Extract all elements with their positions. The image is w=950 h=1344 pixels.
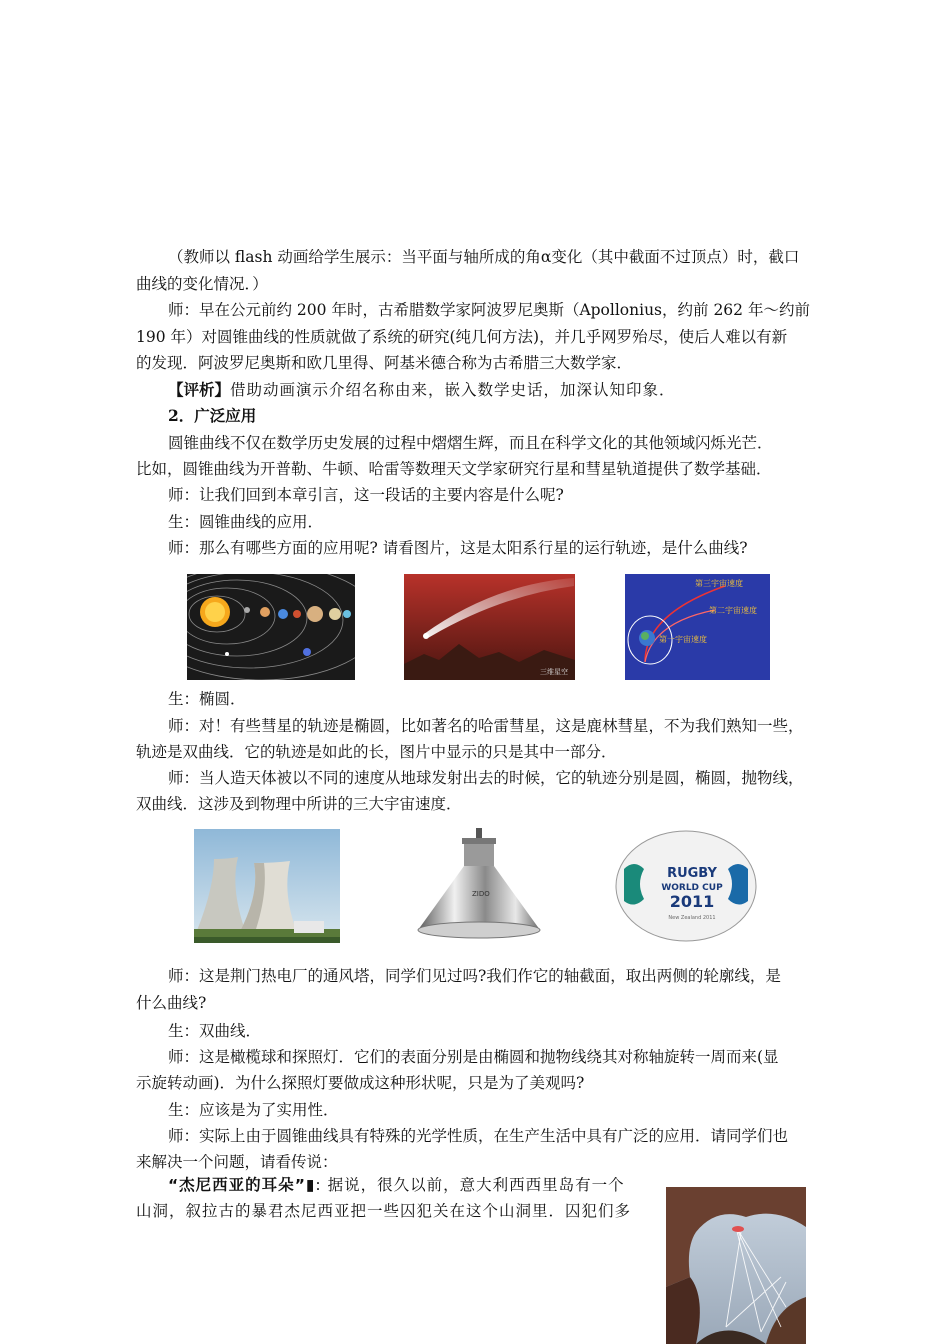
solar-system-image [187,574,355,680]
paragraph-line: 师：实际上由于圆锥曲线具有特殊的光学性质，在生产生活中具有广泛的应用．请同学们也 [168,1127,789,1145]
searchlight-image [414,826,544,944]
paragraph-line: 双曲线．这涉及到物理中所讲的三大宇宙速度． [136,795,462,813]
paragraph-line: 圆锥曲线不仅在数学历史发展的过程中熠熠生辉，而且在科学文化的其他领域闪烁光芒． [168,434,773,452]
paragraph-line: 师：对！有些彗星的轨迹是椭圆，比如著名的哈雷彗星，这是鹿林彗星，不为我们熟知一些， [168,717,804,735]
legend-text: 据说，很久以前，意大利西西里岛有一个 [321,1176,625,1194]
rugby-title: RUGBY [667,866,717,881]
legend-title: “杰尼西亚的耳朵” [168,1176,306,1194]
paragraph-line: 来解决一个问题，请看传说： [136,1153,338,1171]
comet-watermark: 三维星空 [540,668,568,676]
paragraph-line: 示旋转动画)．为什么探照灯要做成这种形状呢，只是为了美观吗? [136,1074,585,1092]
paragraph-line: 师：这是橄榄球和探照灯．它们的表面分别是由椭圆和抛物线绕其对称轴旋转一周而来(显 [168,1048,779,1066]
ear-of-dionysius-image [666,1187,806,1344]
comet-image [404,574,575,680]
footnote-mark: ▮: [305,1176,322,1194]
section-heading: 2．广泛应用 [168,406,257,425]
paragraph-line: 生：应该是为了实用性． [168,1101,339,1119]
comment-line [168,379,826,401]
legend-line [168,1174,658,1196]
paragraph-line: 曲线的变化情况．） [136,275,268,293]
third-velocity-label: 第三宇宙速度 [695,579,743,588]
paragraph-line: 师：让我们回到本章引言，这一段话的主要内容是什么呢? [168,486,564,504]
paragraph-line: 师：这是荆门热电厂的通风塔，同学们见过吗?我们作它的轴截面，取出两侧的轮廓线，是 [168,967,781,985]
paragraph-line: 师：那么有哪些方面的应用呢? 请看图片，这是太阳系行星的运行轨迹，是什么曲线? [168,539,748,557]
rugby-year: 2011 [669,892,715,911]
cooling-tower-image [194,829,340,943]
cosmic-velocity-image [625,574,770,680]
paragraph-line: （教师以 flash 动画给学生展示：当平面与轴所成的角α变化（其中截面不过顶点）时，截口 [168,248,800,266]
paragraph-line: 的发现．阿波罗尼奥斯和欧几里得、阿基米德合称为古希腊三大数学家． [136,354,633,372]
rugby-subtitle: WORLD CUP [661,883,723,893]
first-velocity-label: 第一宇宙速度 [659,635,707,644]
paragraph-line: 师：当人造天体被以不同的速度从地球发射出去的时候，它的轨迹分别是圆，椭圆，抛物线， [168,769,804,787]
paragraph-line: 比如，圆锥曲线为开普勒、牛顿、哈雷等数理天文学家研究行星和彗星轨道提供了数学基础． [136,460,772,478]
paragraph-line: 生：圆锥曲线的应用． [168,513,324,531]
paragraph-line: 师：早在公元前约 200 年时，古希腊数学家阿波罗尼奥斯（Apollonius，约前 262 年～约前 [168,301,810,319]
paragraph-line: 生：双曲线． [168,1022,262,1040]
paragraph-line: 轨迹是双曲线．它的轨迹是如此的长，图片中显示的只是其中一部分． [136,743,617,761]
paragraph-line: 生：椭圆． [168,690,246,708]
legend-line: 山洞，叙拉古的暴君杰尼西亚把一些囚犯关在这个山洞里．囚犯们多 [136,1202,632,1220]
comment-text: 借助动画演示介绍名称由来，嵌入数学史话，加深认知印象． [230,381,676,399]
rugby-host: New Zealand 2011 [668,915,716,921]
paragraph-line: 什么曲线? [136,994,207,1012]
rugby-ball-image [614,829,758,943]
paragraph-line: 190 年）对圆锥曲线的性质就做了系统的研究(纯几何方法)，并几乎网罗殆尽，使后人难以有新 [136,328,788,346]
lamp-label: ZIDO [472,890,490,898]
second-velocity-label: 第二宇宙速度 [709,606,757,615]
comment-label: 【评析】 [168,380,231,399]
